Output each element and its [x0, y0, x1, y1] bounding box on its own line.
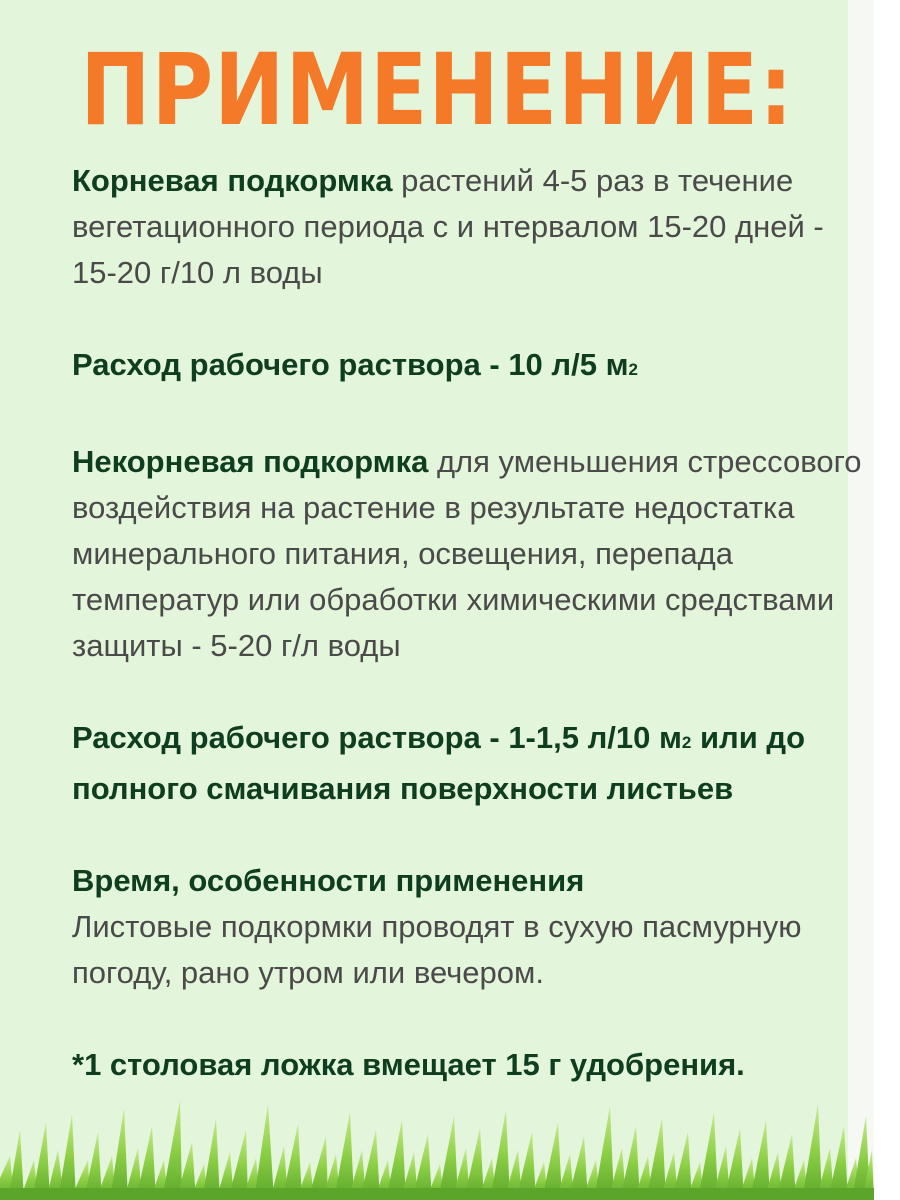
spacer — [72, 296, 862, 342]
spacer — [72, 812, 862, 858]
root-feeding-paragraph — [72, 158, 862, 296]
root-consumption-text: Расход рабочего раствора - 10 л/5 м — [72, 347, 629, 382]
usage-content — [72, 158, 862, 1088]
foliar-consumption-text-a: Расход рабочего раствора - 1-1,5 л/10 м — [72, 720, 682, 755]
root-feeding-text: растений 4-5 раз в течение вегетационного периода с и нтервалом 15-20 дней - 15-20 г/10 л воды — [72, 163, 824, 290]
foliar-feeding-paragraph — [72, 439, 862, 669]
spacer — [72, 393, 862, 439]
foliar-consumption-text-b: или до полного смачивания поверхности листьев — [72, 720, 806, 806]
page-title: ПРИМЕНЕНИЕ: — [80, 31, 794, 148]
foliar-consumption-line — [72, 715, 862, 812]
spoon-note: *1 столовая ложка вмещает 15 г удобрения. — [72, 1047, 745, 1082]
timing-paragraph — [72, 858, 862, 996]
root-consumption-unit-subscript: 2 — [628, 360, 638, 379]
root-consumption-line — [72, 342, 862, 393]
timing-heading: Время, особенности применения — [72, 863, 585, 898]
timing-text: Листовые подкормки проводят в сухую пасмурную погоду, рано утром или вечером. — [72, 909, 802, 990]
spacer — [72, 669, 862, 715]
root-feeding-heading: Корневая подкормка — [72, 163, 393, 198]
spacer — [72, 996, 862, 1042]
foliar-consumption-unit-subscript: 2 — [681, 733, 692, 752]
foliar-feeding-text: для уменьшения стрессового воздействия на растение в результате недостатка минерального питания, освещения, перепада температур или обработки химическими средствами защиты - 5-20 г/л воды — [72, 444, 862, 663]
grass-decoration — [0, 1060, 874, 1200]
foliar-feeding-heading: Некорневая подкормка — [72, 444, 429, 479]
